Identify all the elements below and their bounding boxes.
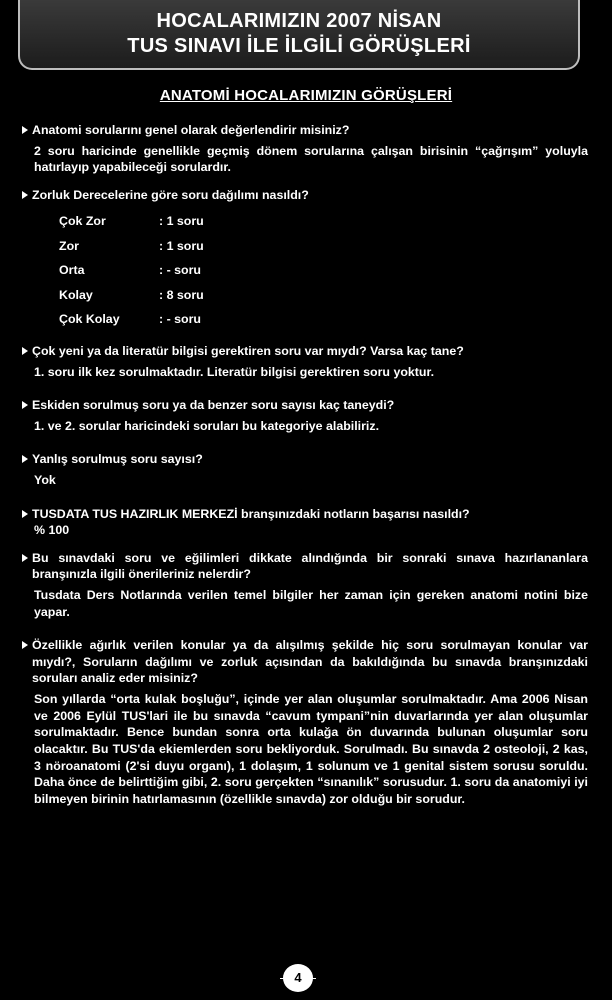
question-1: Anatomi sorularını genel olarak değerlendirir misiniz? bbox=[22, 122, 588, 139]
difficulty-row bbox=[59, 234, 588, 259]
question-6: TUSDATA TUS HAZIRLIK MERKEZİ branşınızdaki notların başarısı nasıldı? bbox=[22, 506, 588, 523]
difficulty-value: : - soru bbox=[159, 263, 201, 278]
difficulty-label: Orta bbox=[59, 263, 85, 278]
answer-5: Yok bbox=[34, 472, 56, 487]
difficulty-label: Çok Zor bbox=[59, 214, 106, 229]
header-line-1: HOCALARIMIZIN 2007 NİSAN bbox=[156, 10, 442, 32]
question-7: Bu sınavdaki soru ve eğilimleri dikkate alındığında bir sonraki sınava hazırlananlara branşınızla ilgili önerileriniz nelerdir? bbox=[22, 550, 588, 583]
difficulty-label: Kolay bbox=[59, 287, 93, 302]
difficulty-list bbox=[59, 209, 588, 332]
difficulty-row bbox=[59, 258, 588, 283]
question-5: Yanlış sorulmuş soru sayısı? bbox=[22, 451, 588, 468]
difficulty-value: : - soru bbox=[159, 312, 201, 327]
question-4: Eskiden sorulmuş soru ya da benzer soru sayısı kaç taneydi? bbox=[22, 397, 588, 414]
header-banner bbox=[18, 0, 580, 70]
answer-1: 2 soru haricinde genellikle geçmiş dönem sorularına çalışan birisinin “çağrışım” yoluyla hatırlayıp yapabileceği sorulardır. bbox=[34, 143, 588, 175]
difficulty-row bbox=[59, 307, 588, 332]
difficulty-row bbox=[59, 283, 588, 308]
difficulty-value: : 1 soru bbox=[159, 214, 204, 229]
difficulty-row bbox=[59, 209, 588, 234]
difficulty-label: Çok Kolay bbox=[59, 312, 120, 327]
answer-6: % 100 bbox=[34, 523, 70, 538]
header-line-2: TUS SINAVI İLE İLGİLİ GÖRÜŞLERİ bbox=[127, 35, 471, 57]
question-8: Özellikle ağırlık verilen konular ya da alışılmış şekilde hiç soru sorulmayan konular var mıydı?, Soruların dağılımı ve zorluk açısından da bakıldığında bu sınavda branşınızdaki soruları analiz eder misiniz? bbox=[22, 637, 588, 687]
question-2: Zorluk Derecelerine göre soru dağılımı nasıldı? bbox=[22, 187, 588, 204]
question-3: Çok yeni ya da literatür bilgisi gerektiren soru var mıydı? Varsa kaç tane? bbox=[22, 343, 588, 360]
answer-8: Son yıllarda “orta kulak boşluğu”, içinde yer alan oluşumlar sorulmaktadır. Ama 2006 Nisan ve 2006 Eylül TUS'lari ile bu sınavda “cavum tympani”nin duvarlarında yer alan oluşumlar sorulmaktadır. Bence bundan sonra orta kulağa ön duvarında bulunan oluşumlar soru olacaktır. Bu TUS'da ekiemlerden soru bekliyorduk. Sorulmadı. Bu sınavda 2 osteoloji, 2 kas, 3 nöroanatomi (2'si duyu organı), 1 dolaşım, 1 solunum ve 1 genital sistem sorusu soruldu. Daha önce de belirttiğim gibi, 2. soru gerçekten “sınanılık” sorusudur. 1. soru da anatomiyi iyi bilmeyen birinin hatırlamasının (özellikle sınavda) zor olduğu bir sorudur. bbox=[34, 692, 588, 806]
difficulty-label: Zor bbox=[59, 238, 79, 253]
difficulty-value: : 8 soru bbox=[159, 287, 204, 302]
answer-4: 1. ve 2. sorular haricindeki soruları bu kategoriye alabiliriz. bbox=[34, 418, 380, 433]
answer-3: 1. soru ilk kez sorulmaktadır. Literatür bilgisi gerektiren soru yoktur. bbox=[34, 364, 435, 379]
answer-7: Tusdata Ders Notlarında verilen temel bilgiler her zaman için gereken anatomi notini bize yapar. bbox=[34, 588, 588, 619]
difficulty-value: : 1 soru bbox=[159, 238, 204, 253]
qa-content bbox=[22, 122, 588, 807]
section-title: ANATOMİ HOCALARIMIZIN GÖRÜŞLERİ bbox=[159, 87, 453, 104]
page-number-badge: 4 bbox=[283, 964, 313, 992]
